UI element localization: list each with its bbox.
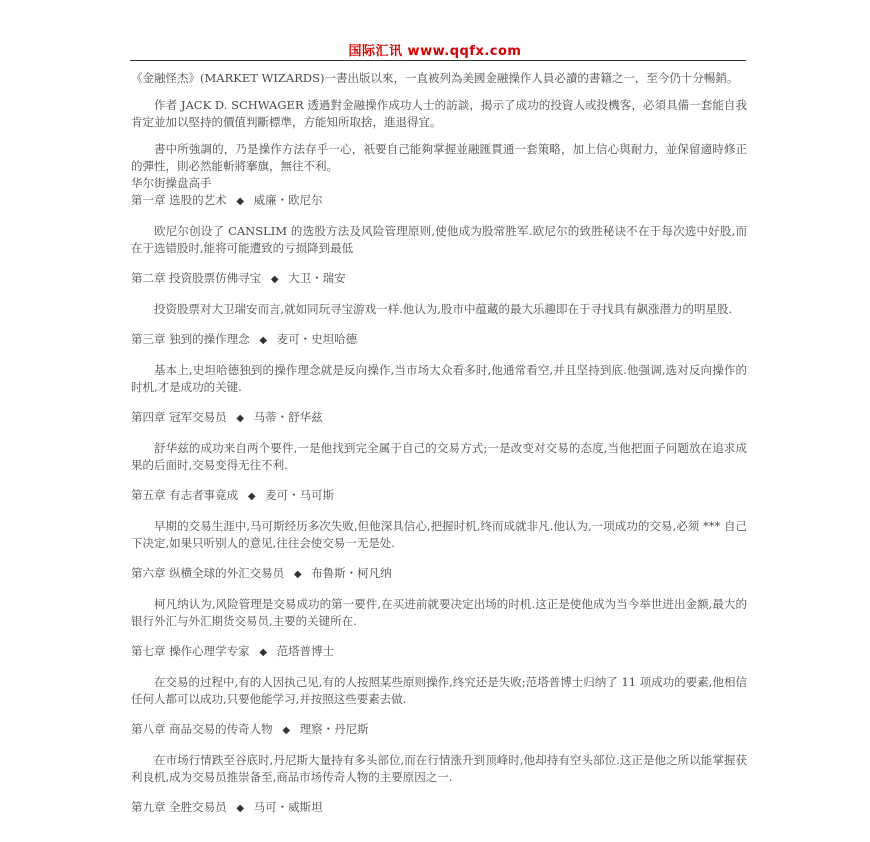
- chapter-heading-6: [131, 565, 747, 583]
- chapter-title: 冠军交易员: [169, 410, 227, 424]
- chapter-label: 第六章: [131, 566, 166, 580]
- site-header-title: 国际汇讯 www.qqfx.com: [348, 44, 522, 59]
- chapter-summary-1: 欧尼尔创设了 CANSLIM 的选股方法及风险管理原则,使他成为股常胜军.欧尼尔的致胜秘诀不在于每次选中好股,而在于选错股时,能将可能遭致的亏损降到最低: [131, 224, 747, 255]
- chapter-heading-2: [131, 270, 747, 288]
- chapter-heading-4: [131, 409, 747, 427]
- chapter-summary-4: 舒华兹的成功来自两个要件,一是他找到完全属于自己的交易方式;一是改变对交易的态度,当他把面子问题放在追求成果的后面时,交易变得无往不利.: [131, 441, 747, 472]
- chapter-summary-8: 在市场行情跌至谷底时,丹尼斯大量持有多头部位,而在行情涨升到顶峰时,他却持有空头部位.这正是他之所以能掌握获利良机,成为交易员推崇备至,商品市场传奇人物的主要原因之一.: [131, 753, 747, 784]
- intro-paragraph-3: 書中所強調的，乃是操作方法存乎一心，祇要自己能夠掌握並融匯貫通一套策略，加上信心與耐力，並保留適時修正的彈性，則必然能斬將搴旗，無往不利。: [131, 142, 747, 173]
- chapter-person: 范塔普博士: [276, 644, 335, 658]
- diamond-icon: ◆: [270, 274, 279, 285]
- chapter-person: 布鲁斯・柯凡纳: [311, 566, 392, 580]
- diamond-icon: ◆: [282, 725, 291, 736]
- chapter-person: 马蒂・舒华兹: [253, 410, 323, 424]
- diamond-icon: ◆: [293, 569, 302, 580]
- chapter-person: 大卫・瑞安: [288, 271, 346, 285]
- chapter-title: 有志者事竟成: [169, 488, 239, 502]
- intro-paragraph-1: 《金融怪杰》(MARKET WIZARDS)一書出版以來，一直被列為美國金融操作人員必讀的書籍之一，至今仍十分暢銷。: [131, 71, 739, 85]
- chapter-person: 理察・丹尼斯: [299, 722, 369, 736]
- diamond-icon: ◆: [236, 803, 245, 814]
- diamond-icon: ◆: [259, 647, 268, 658]
- chapter-person: 马可・威斯坦: [253, 800, 323, 814]
- chapter-label: 第二章: [131, 271, 166, 285]
- book-title: 华尔街操盘高手: [131, 176, 212, 190]
- chapter-summary-3: 基本上,史坦哈德独到的操作理念就是反向操作,当市场大众看多时,他通常看空,并且坚持到底.他强调,选对反向操作的时机,才是成功的关键.: [131, 363, 747, 394]
- chapter-title: 独到的操作理念: [169, 332, 250, 346]
- diamond-icon: ◆: [259, 335, 268, 346]
- document-body: [131, 70, 747, 817]
- chapter-heading-3: [131, 331, 747, 349]
- chapter-title: 商品交易的传奇人物: [169, 722, 273, 736]
- chapter-heading-9: [131, 799, 747, 817]
- chapter-label: 第七章: [131, 644, 166, 658]
- chapter-person: 麦可・史坦哈德: [276, 332, 358, 346]
- chapter-heading-5: [131, 487, 747, 505]
- chapter-person: 威廉・欧尼尔: [253, 193, 323, 207]
- chapter-summary-5: 早期的交易生涯中,马可斯经历多次失败,但他深具信心,把握时机,终而成就非凡.他认为,一项成功的交易,必须 *** 自己下决定,如果只听别人的意见,往往会使交易一无是处.: [131, 519, 747, 550]
- chapter-title: 选股的艺术: [169, 193, 227, 207]
- chapter-label: 第一章: [131, 193, 166, 207]
- diamond-icon: ◆: [236, 413, 245, 424]
- chapter-label: 第四章: [131, 410, 166, 424]
- header-divider: [130, 60, 746, 61]
- chapter-summary-7: 在交易的过程中,有的人因执己见,有的人按照某些原则操作,终究还是失败;范塔普博士归纳了 11 项成功的要素,他相信任何人都可以成功,只要他能学习,并按照这些要素去做.: [131, 675, 747, 706]
- chapter-summary-6: 柯凡纳认为,风险管理是交易成功的第一要件,在买进前就要决定出场的时机.这正是使他成为当今举世进出金额,最大的银行外汇与外汇期货交易员,主要的关键所在.: [131, 597, 747, 628]
- intro-paragraph-2: 作者 JACK D. SCHWAGER 透過對金融操作成功人士的訪談，揭示了成功的投資人或投機客，必須具備一套能自我肯定並加以堅持的價值判斷標準，方能知所取捨，進退得宜。: [131, 98, 747, 129]
- chapter-title: 纵横全球的外汇交易员: [169, 566, 285, 580]
- chapter-label: 第三章: [131, 332, 166, 346]
- chapter-title: 操作心理学专家: [169, 644, 250, 658]
- chapter-heading-8: [131, 721, 747, 739]
- chapter-title: 投资股票仿佛寻宝: [169, 271, 262, 285]
- chapter-summary-2: 投资股票对大卫瑞安而言,就如同玩寻宝游戏一样.他认为,股市中蕴藏的最大乐趣即在于寻找具有飙涨潜力的明星股.: [154, 302, 733, 316]
- chapter-label: 第五章: [131, 488, 166, 502]
- chapter-title: 全胜交易员: [169, 800, 227, 814]
- chapter-label: 第八章: [131, 722, 166, 736]
- chapter-heading-1: [131, 192, 747, 210]
- diamond-icon: ◆: [247, 491, 256, 502]
- chapter-label: 第九章: [131, 800, 166, 814]
- chapter-person: 麦可・马可斯: [265, 488, 335, 502]
- diamond-icon: ◆: [236, 196, 245, 207]
- chapter-heading-7: [131, 643, 747, 661]
